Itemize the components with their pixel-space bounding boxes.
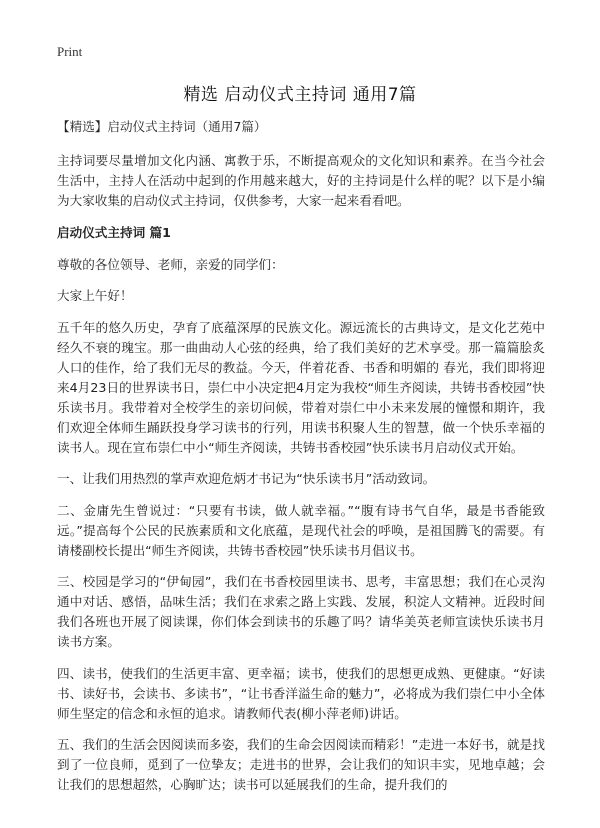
document-body xyxy=(57,117,545,807)
body-paragraph: 五千年的悠久历史，孕育了底蕴深厚的民族文化。源远流长的古典诗文，是文化艺苑中经久不衰的瑰宝。那一曲曲动人心弦的经典，给了我们美好的艺术享受。那一篇篇脍炙人口的佳作，给了我们无尽的教益。今天，伴着花香、书香和明媚的 春光，我们即将迎来4月23日的世界读书日，崇仁中小决定把4月定为我校“师生齐阅读，共铸书香校园”快乐读书月。我带着对全校学生的亲切问候，带着对崇仁中小未来发展的憧憬和期许，我们欢迎全体师生踊跃投身学习读书的行列，用读书积聚人生的智慧，做一个快乐幸福的读书人。现在宣布崇仁中小“师生齐阅读，共铸书香校园”快乐读书月启动仪式开始。 xyxy=(57,319,545,455)
body-paragraph: 五、我们的生活会因阅读而多姿，我们的生命会因阅读而精彩！”走进一本好书，就是找到了一位良师，觅到了一位挚友；走进书的世界，会让我们的知识丰实，见地卓越；会让我们的思想超然，心胸旷达；读书可以延展我们的生命，提升我们的 xyxy=(57,737,545,792)
body-paragraph: 三、校园是学习的“伊甸园”，我们在书香校园里读书、思考，丰富思想；我们在心灵沟通中对话、感悟，品味生活；我们在求索之路上实践、发展，积淀人文精神。近段时间我们各班也开展了阅读课，你们体会到读书的乐趣了吗？请华美英老师宣读快乐读书月读书方案。 xyxy=(57,574,545,649)
page-title: 精选 启动仪式主持词 通用7篇 xyxy=(183,85,417,105)
body-paragraph: 一、让我们用热烈的掌声欢迎危炳才书记为“快乐读书月”活动致词。 xyxy=(57,471,436,486)
body-paragraph: 二、金庸先生曾说过：“只要有书读，做人就幸福。”“腹有诗书气自华，最是书香能致远。”提高每个公民的民族素质和文化底蕴，是现代社会的呼唤，是祖国腾飞的需要。有请楼副校长提出“师生齐阅读，共铸书香校园”快乐读书月倡议书。 xyxy=(57,502,545,558)
body-paragraph: 四、读书，使我们的生活更丰富、更幸福；读书，使我们的思想更成熟、更健康。“好读书、读好书，会读书、多读书”，“让书香洋溢生命的魅力”，必将成为我们崇仁中小全体师生坚定的信念和永恒的追求。请教师代表(柳小萍老师)讲话。 xyxy=(57,665,545,721)
greeting: 大家上午好！ xyxy=(57,288,133,303)
salutation: 尊敬的各位领导、老师，亲爱的同学们： xyxy=(57,256,284,272)
subtitle: 【精选】启动仪式主持词（通用7篇） xyxy=(57,119,267,134)
intro-paragraph: 主持词要尽量增加文化内涵、寓教于乐，不断提高观众的文化知识和素养。在当今社会生活中，主持人在活动中起到的作用越来越大，好的主持词是什么样的呢？以下是小编为大家收集的启动仪式主持词，仅供参考，大家一起来看看吧。 xyxy=(57,153,545,208)
print-label: Print xyxy=(57,44,83,59)
section-heading: 启动仪式主持词 篇1 xyxy=(57,224,171,240)
